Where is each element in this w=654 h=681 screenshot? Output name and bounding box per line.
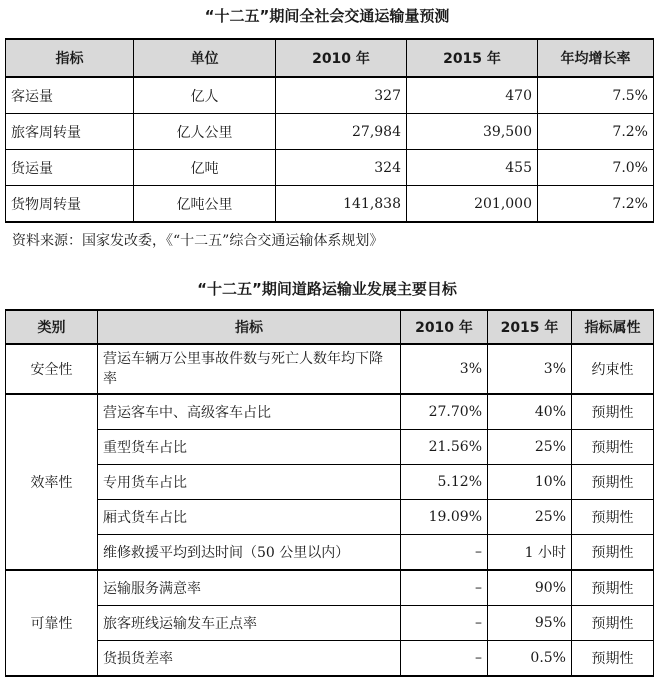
table-row — [6, 430, 654, 465]
attribute-cell: 约束性 — [572, 344, 654, 394]
indicator-cell: 专用货车占比 — [98, 465, 401, 500]
value-2015-cell: 40% — [488, 394, 572, 430]
source-note: 资料来源：国家发改委，《“十二五”综合交通运输体系规划》 — [12, 233, 384, 249]
attribute-cell: 预期性 — [572, 641, 654, 677]
table-row — [6, 394, 654, 430]
value-2015-cell: 470 — [407, 77, 538, 114]
value-2015-cell: 10% — [488, 465, 572, 500]
col-header-2010: 2010 年 — [276, 39, 407, 77]
col-header-growth-rate: 年均增长率 — [538, 39, 654, 77]
value-2015-cell: 95% — [488, 606, 572, 641]
attribute-cell: 预期性 — [572, 500, 654, 535]
table-row — [6, 570, 654, 606]
indicator-cell: 客运量 — [6, 77, 134, 114]
table-row — [6, 641, 654, 677]
indicator-cell: 货损货差率 — [98, 641, 401, 677]
value-2010-cell: 327 — [276, 77, 407, 114]
table2-title: “十二五”期间道路运输业发展主要目标 — [197, 280, 457, 298]
indicator-cell: 旅客周转量 — [6, 114, 134, 150]
table-row — [6, 344, 654, 394]
value-2010-cell: – — [401, 606, 488, 641]
table-row — [6, 186, 654, 223]
indicator-cell: 重型货车占比 — [98, 430, 401, 465]
category-cell-safety: 安全性 — [6, 344, 98, 394]
value-2015-cell: 455 — [407, 150, 538, 186]
unit-cell: 亿吨公里 — [134, 186, 276, 223]
value-2015-cell: 1 小时 — [488, 535, 572, 571]
table-row — [6, 606, 654, 641]
category-cell-efficiency: 效率性 — [6, 394, 98, 570]
attribute-cell: 预期性 — [572, 465, 654, 500]
indicator-cell: 货物周转量 — [6, 186, 134, 223]
col-header-category: 类别 — [6, 310, 98, 344]
unit-cell: 亿人公里 — [134, 114, 276, 150]
value-2010-cell: – — [401, 535, 488, 571]
category-cell-reliability: 可靠性 — [6, 570, 98, 676]
table-row — [6, 150, 654, 186]
value-2010-cell: 5.12% — [401, 465, 488, 500]
growth-rate-cell: 7.5% — [538, 77, 654, 114]
value-2015-cell: 25% — [488, 500, 572, 535]
table2-header-row — [6, 310, 654, 344]
growth-rate-cell: 7.2% — [538, 114, 654, 150]
table-row — [6, 535, 654, 571]
indicator-cell: 货运量 — [6, 150, 134, 186]
value-2015-cell: 3% — [488, 344, 572, 394]
attribute-cell: 预期性 — [572, 535, 654, 571]
value-2010-cell: 27,984 — [276, 114, 407, 150]
indicator-cell: 厢式货车占比 — [98, 500, 401, 535]
table-row — [6, 500, 654, 535]
value-2010-cell: – — [401, 570, 488, 606]
col-header-unit: 单位 — [134, 39, 276, 77]
value-2015-cell: 39,500 — [407, 114, 538, 150]
col-header-indicator: 指标 — [6, 39, 134, 77]
attribute-cell: 预期性 — [572, 430, 654, 465]
traffic-forecast-table — [5, 38, 654, 223]
indicator-cell: 营运客车中、高级客车占比 — [98, 394, 401, 430]
growth-rate-cell: 7.0% — [538, 150, 654, 186]
col-header-2010: 2010 年 — [401, 310, 488, 344]
col-header-indicator: 指标 — [98, 310, 401, 344]
table-row — [6, 77, 654, 114]
road-transport-goals-table — [5, 309, 654, 677]
value-2010-cell: 324 — [276, 150, 407, 186]
unit-cell: 亿吨 — [134, 150, 276, 186]
col-header-attribute: 指标属性 — [572, 310, 654, 344]
indicator-cell: 旅客班线运输发车正点率 — [98, 606, 401, 641]
value-2015-cell: 90% — [488, 570, 572, 606]
table1-title: “十二五”期间全社会交通运输量预测 — [204, 7, 450, 25]
unit-cell: 亿人 — [134, 77, 276, 114]
table-row — [6, 465, 654, 500]
col-header-2015: 2015 年 — [407, 39, 538, 77]
value-2010-cell: – — [401, 641, 488, 677]
value-2015-cell: 0.5% — [488, 641, 572, 677]
table1-header-row — [6, 39, 654, 77]
attribute-cell: 预期性 — [572, 606, 654, 641]
value-2010-cell: 3% — [401, 344, 488, 394]
value-2010-cell: 141,838 — [276, 186, 407, 223]
value-2010-cell: 27.70% — [401, 394, 488, 430]
col-header-2015: 2015 年 — [488, 310, 572, 344]
indicator-cell: 维修救援平均到达时间（50 公里以内） — [98, 535, 401, 571]
attribute-cell: 预期性 — [572, 394, 654, 430]
value-2010-cell: 21.56% — [401, 430, 488, 465]
value-2015-cell: 201,000 — [407, 186, 538, 223]
value-2010-cell: 19.09% — [401, 500, 488, 535]
indicator-cell: 运输服务满意率 — [98, 570, 401, 606]
attribute-cell: 预期性 — [572, 570, 654, 606]
indicator-cell: 营运车辆万公里事故件数与死亡人数年均下降率 — [98, 344, 401, 394]
value-2015-cell: 25% — [488, 430, 572, 465]
table-row — [6, 114, 654, 150]
growth-rate-cell: 7.2% — [538, 186, 654, 223]
